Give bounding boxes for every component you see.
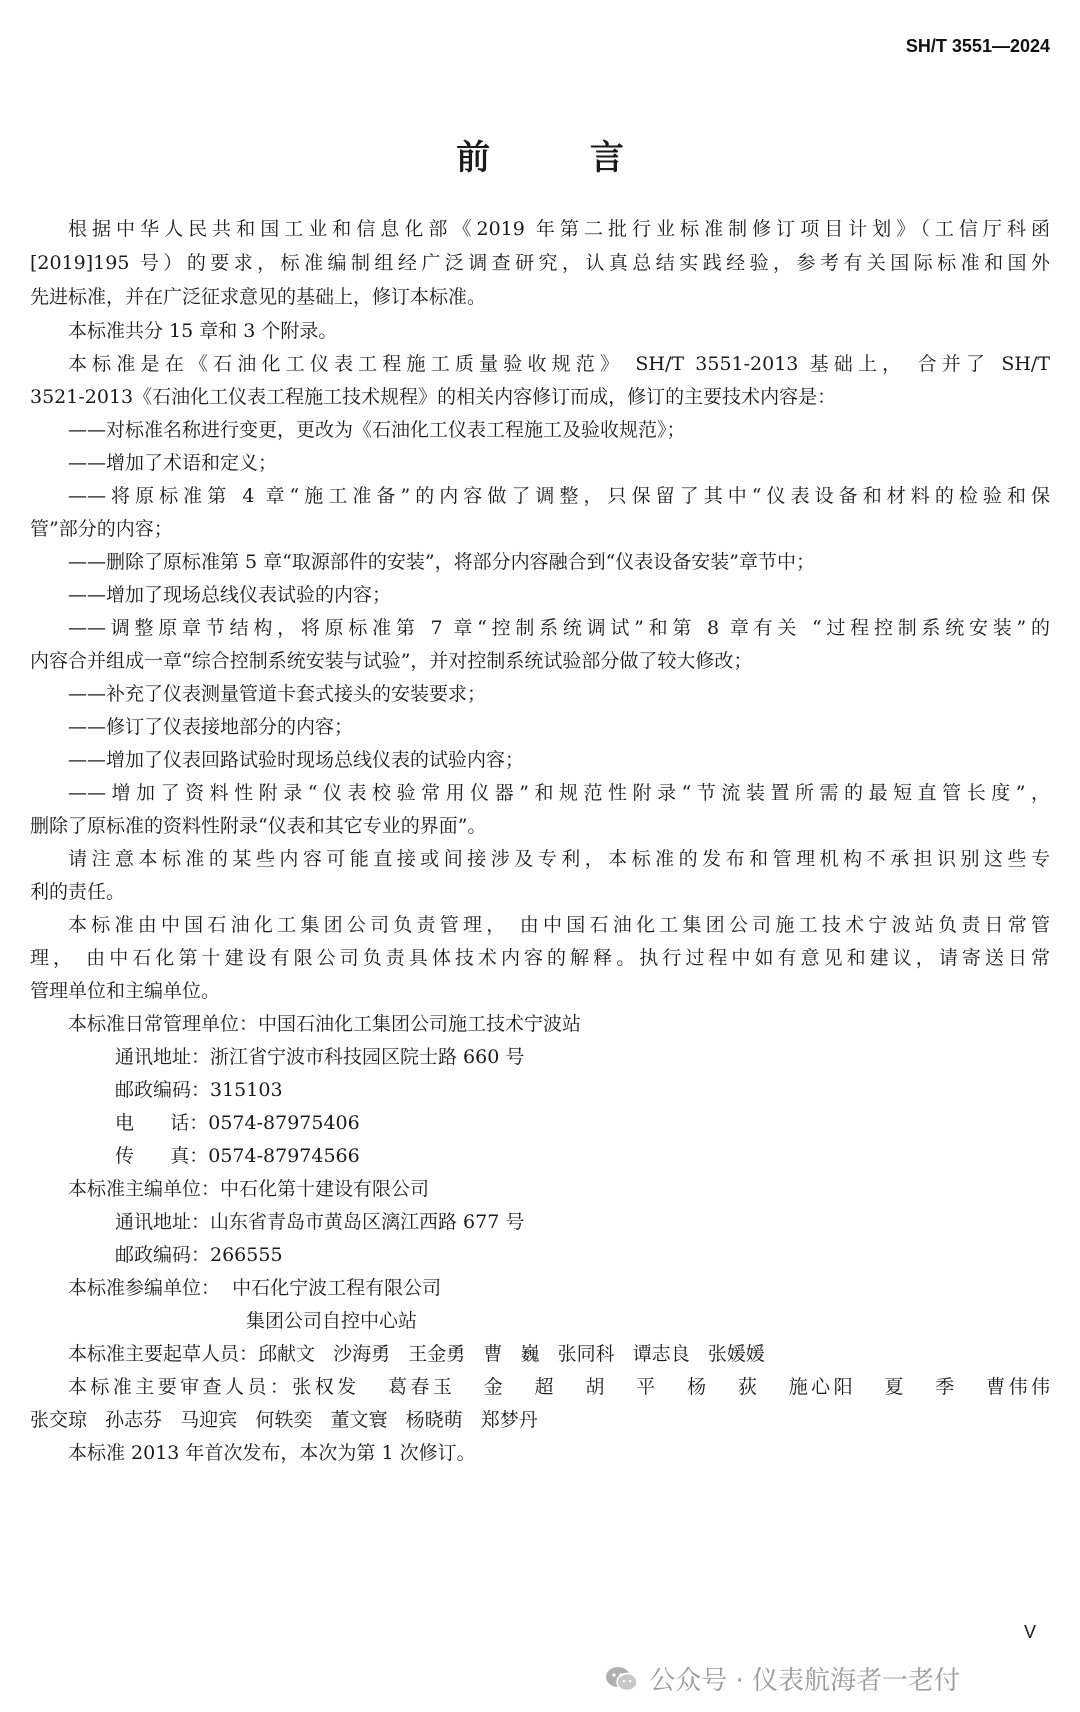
page-number: V [1023,1622,1036,1642]
paragraph-line: 本标准 2013 年首次发布，本次为第 1 次修订。 [68,1442,476,1464]
contact-line: 邮政编码：266555 [115,1244,283,1266]
list-item: ——增加了仪表回路试验时现场总线仪表的试验内容； [68,749,525,771]
list-item: ——增加了资料性附录“仪表校验常用仪器”和规范性附录“节流装置所需的最短直管长度”， [68,782,1050,804]
contact-line: 集团公司自控中心站 [246,1310,418,1332]
paragraph-line: 先进标准，并在广泛征求意见的基础上，修订本标准。 [30,286,487,308]
list-item: 内容合并组成一章“综合控制系统安装与试验”，并对控制系统试验部分做了较大修改； [30,650,753,672]
contact-line: 本标准参编单位： 中石化宁波工程有限公司 [68,1277,442,1299]
list-item: 删除了原标准的资料性附录“仪表和其它专业的界面”。 [30,815,487,837]
contact-line: 本标准日常管理单位：中国石油化工集团公司施工技术宁波站 [68,1013,582,1035]
list-item: 管”部分的内容； [30,518,173,540]
list-item: ——增加了现场总线仪表试验的内容； [68,584,392,606]
paragraph-line: 利的责任。 [30,881,126,903]
contact-line: 邮政编码：315103 [115,1079,283,1101]
list-item: ——修订了仪表接地部分的内容； [68,716,354,738]
contact-line: 本标准主编单位：中石化第十建设有限公司 [68,1178,430,1200]
paragraph-line: 请注意本标准的某些内容可能直接或间接涉及专利，本标准的发布和管理机构不承担识别这些专 [68,848,1050,870]
list-item: ——调整原章节结构，将原标准第 7 章“控制系统调试”和第 8 章有关 “过程控制系统安装”的 [68,617,1050,639]
paragraph-line: 根据中华人民共和国工业和信息化部《2019 年第二批行业标准制修订项目计划》（工信厅科函 [68,218,1050,240]
page-title: 前 言 [456,138,668,178]
watermark [605,1660,960,1697]
names-line: 本标准主要起草人员：邱献文 沙海勇 王金勇 曹 巍 张同科 谭志良 张媛媛 [68,1343,765,1365]
standard-number: SH/T 3551—2024 [905,36,1050,56]
list-item: ——补充了仪表测量管道卡套式接头的安装要求； [68,683,487,705]
paragraph-line: 管理单位和主编单位。 [30,980,221,1002]
contact-line: 通讯地址：山东省青岛市黄岛区漓江西路 677 号 [115,1211,525,1233]
list-item: ——增加了术语和定义； [68,452,278,474]
list-item: ——对标准名称进行变更，更改为《石油化工仪表工程施工及验收规范》； [68,419,686,441]
list-item: ——删除了原标准第 5 章“取源部件的安装”，将部分内容融合到“仪表设备安装”章节中； [68,551,816,573]
names-line: 张交琼 孙志芬 马迎宾 何轶奕 董文寰 杨晓萌 郑梦丹 [30,1409,538,1431]
names-line: 本标准主要审查人员：张权发 葛春玉 金 超 胡 平 杨 荻 施心阳 夏 季 曹伟伟 [68,1376,1050,1398]
contact-line: 传 真：0574-87974566 [115,1145,360,1167]
contact-line: 电 话：0574-87975406 [115,1112,360,1134]
wechat-icon [605,1666,639,1692]
paragraph-line: 本标准由中国石油化工集团公司负责管理， 由中国石油化工集团公司施工技术宁波站负责日常管 [68,914,1050,936]
contact-line: 通讯地址：浙江省宁波市科技园区院士路 660 号 [115,1046,525,1068]
watermark-text: 公众号 · 仪表航海者一老付 [649,1666,960,1696]
paragraph-line: 本标准共分 15 章和 3 个附录。 [68,320,338,342]
paragraph-line: 3521-2013《石油化工仪表工程施工技术规程》的相关内容修订而成，修订的主要技术内容是： [30,386,837,408]
list-item: ——将原标准第 4 章“施工准备”的内容做了调整，只保留了其中“仪表设备和材料的检验和保 [68,485,1050,507]
paragraph-line: 本标准是在《石油化工仪表工程施工质量验收规范》 SH/T 3551-2013 基础上， 合并了 SH/T [68,353,1050,375]
paragraph-line: [2019]195 号）的要求，标准编制组经广泛调查研究，认真总结实践经验，参考有关国际标准和国外 [30,252,1050,274]
paragraph-line: 理， 由中石化第十建设有限公司负责具体技术内容的解释。执行过程中如有意见和建议，请寄送日常 [30,947,1050,969]
